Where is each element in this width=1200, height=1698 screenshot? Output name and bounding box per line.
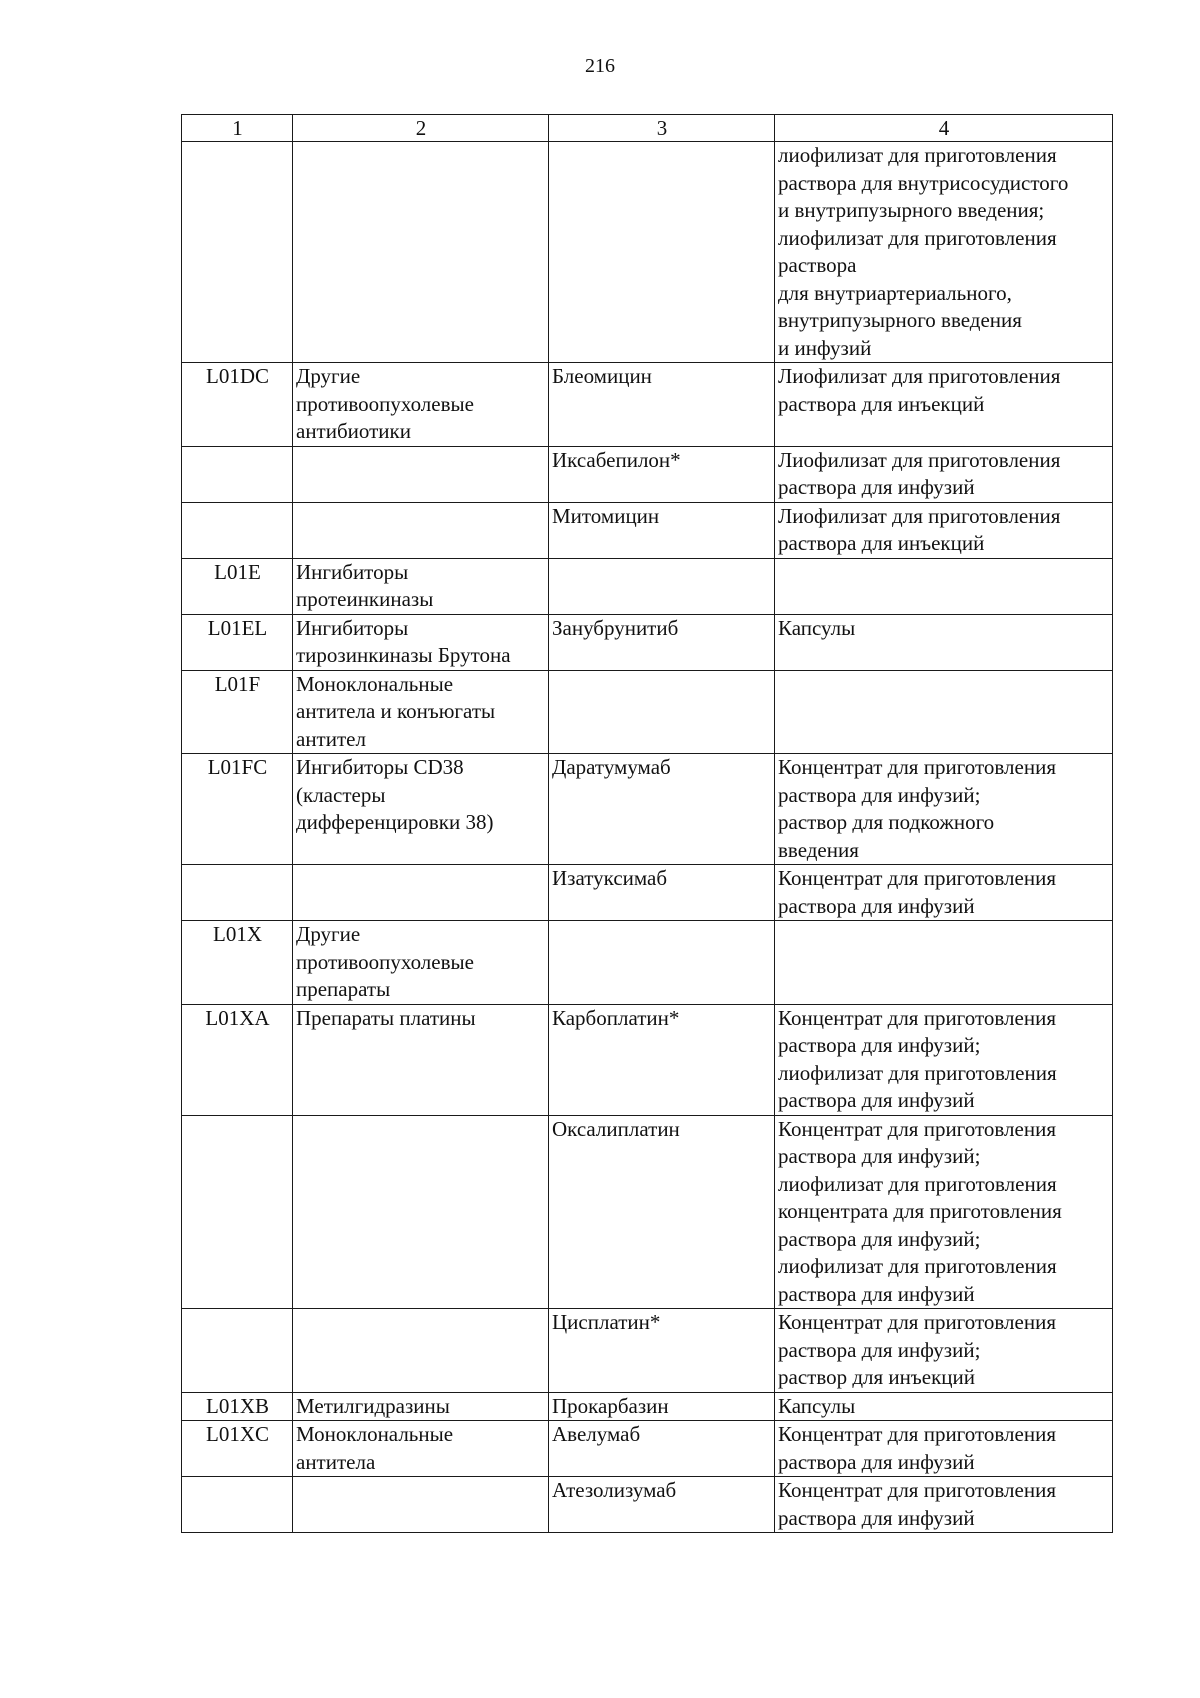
cell-text-line: Препараты платины — [296, 1005, 476, 1030]
cell-text-line: Концентрат для приготовления — [778, 755, 1056, 779]
cell-text-line: внутрипузырного введения — [778, 308, 1022, 332]
dosage-form-cell — [775, 142, 1113, 363]
cell-text-line: Другие — [296, 364, 361, 388]
cell-text-line: Концентрат для приготовления — [778, 1478, 1056, 1502]
cell-text-line: Моноклональные — [296, 1422, 454, 1446]
cell-text-line: Другие — [296, 922, 361, 946]
cell-text-line: введения — [778, 837, 859, 862]
group-name-cell — [293, 670, 549, 754]
cell-text-line: противоопухолевые — [296, 391, 474, 416]
table-row — [182, 446, 1113, 502]
cell-text-line: раствор для инъекций — [778, 1365, 975, 1389]
cell-text-line: антитела и конъюгаты — [296, 699, 496, 723]
cell-text-line: раствор для подкожного — [778, 810, 995, 834]
drug-name-cell — [549, 1477, 775, 1533]
cell-text-line: и инфузий — [778, 335, 872, 360]
cell-text-line: Капсулы — [778, 1393, 856, 1418]
cell-text-line: лиофилизат для приготовления — [778, 225, 1057, 250]
cell-text-line: лиофилизат для приготовления — [778, 1254, 1057, 1278]
dosage-form-cell — [775, 502, 1113, 558]
drug-name-cell — [549, 558, 775, 614]
dosage-form-cell — [775, 1115, 1113, 1309]
dosage-form-cell — [775, 754, 1113, 865]
cell-text-line: дифференцировки 38) — [296, 810, 494, 834]
cell-text-line: Лиофилизат для приготовления — [778, 364, 1061, 388]
group-name-cell — [293, 865, 549, 921]
cell-text-line: раствора для инфузий — [778, 1505, 975, 1530]
cell-text-line: Митомицин — [552, 503, 660, 528]
table-row — [182, 1392, 1113, 1421]
cell-text-line: Концентрат для приготовления — [778, 1422, 1056, 1446]
group-name-cell — [293, 363, 549, 447]
cell-text-line: раствора для инфузий; — [778, 1337, 981, 1362]
table-row — [182, 614, 1113, 670]
atc-code-cell — [182, 1309, 293, 1393]
header-col-1: 1 — [182, 115, 293, 142]
dosage-form-cell — [775, 1421, 1113, 1477]
group-name-cell — [293, 558, 549, 614]
dosage-form-cell — [775, 1477, 1113, 1533]
table-row — [182, 1309, 1113, 1393]
header-col-3: 3 — [549, 115, 775, 142]
group-name-cell — [293, 142, 549, 363]
table-row — [182, 142, 1113, 363]
cell-text-line: раствора для инфузий; — [778, 782, 981, 807]
header-col-4: 4 — [775, 115, 1113, 142]
group-name-cell — [293, 502, 549, 558]
group-name-cell — [293, 1477, 549, 1533]
group-name-cell — [293, 1421, 549, 1477]
cell-text-line: (кластеры — [296, 782, 386, 807]
cell-text-line: Концентрат для приготовления — [778, 1005, 1056, 1030]
cell-text-line: раствора для инфузий — [778, 475, 975, 499]
dosage-form-cell — [775, 865, 1113, 921]
cell-text-line: концентрата для приготовления — [778, 1199, 1062, 1223]
atc-code-cell: L01F — [182, 670, 293, 754]
drug-name-cell — [549, 142, 775, 363]
group-name-cell — [293, 1115, 549, 1309]
table-row — [182, 1477, 1113, 1533]
group-name-cell — [293, 1004, 549, 1115]
group-name-cell — [293, 921, 549, 1005]
table-row — [182, 363, 1113, 447]
dosage-form-cell — [775, 614, 1113, 670]
table-row — [182, 1421, 1113, 1477]
cell-text-line: Изатуксимаб — [552, 866, 668, 890]
atc-code-cell — [182, 502, 293, 558]
cell-text-line: раствора для внутрисосудистого — [778, 170, 1069, 195]
cell-text-line: Блеомицин — [552, 364, 652, 388]
atc-code-cell: L01XA — [182, 1004, 293, 1115]
cell-text-line: раствора для инфузий — [778, 1088, 975, 1112]
drug-name-cell — [549, 670, 775, 754]
header-row — [182, 115, 1113, 142]
table-row — [182, 670, 1113, 754]
drug-name-cell — [549, 1115, 775, 1309]
atc-code-cell — [182, 865, 293, 921]
group-name-cell — [293, 614, 549, 670]
drug-name-cell — [549, 1309, 775, 1393]
cell-text-line: раствора для инфузий — [778, 893, 975, 918]
atc-code-cell — [182, 142, 293, 363]
table-row — [182, 921, 1113, 1005]
page-number: 216 — [585, 55, 615, 77]
dosage-form-cell — [775, 670, 1113, 754]
table-header — [182, 115, 1113, 142]
cell-text-line: Цисплатин* — [552, 1310, 661, 1334]
cell-text-line: Атезолизумаб — [552, 1478, 677, 1502]
atc-code-cell — [182, 446, 293, 502]
cell-text-line: лиофилизат для приготовления — [778, 1060, 1057, 1085]
cell-text-line: Даратумумаб — [552, 755, 671, 779]
group-name-cell — [293, 754, 549, 865]
cell-text-line: Моноклональные — [296, 671, 454, 696]
dosage-form-cell — [775, 558, 1113, 614]
dosage-form-cell — [775, 1392, 1113, 1421]
drug-name-cell — [549, 1004, 775, 1115]
cell-text-line: и внутрипузырного введения; — [778, 198, 1045, 222]
drug-name-cell — [549, 754, 775, 865]
cell-text-line: Авелумаб — [552, 1422, 641, 1446]
cell-text-line: раствора для инфузий; — [778, 1144, 981, 1168]
cell-text-line: раствора для инфузий — [778, 1281, 975, 1306]
drug-name-cell — [549, 446, 775, 502]
cell-text-line: протеинкиназы — [296, 587, 434, 611]
cell-text-line: Занубрунитиб — [552, 615, 679, 640]
cell-text-line: раствора для инъекций — [778, 531, 985, 555]
table-row — [182, 1115, 1113, 1309]
table-row — [182, 865, 1113, 921]
cell-text-line: Ингибиторы — [296, 559, 409, 584]
atc-code-cell — [182, 1115, 293, 1309]
drug-name-cell — [549, 363, 775, 447]
atc-code-cell: L01E — [182, 558, 293, 614]
cell-text-line: раствора — [778, 253, 857, 277]
dosage-form-cell — [775, 1309, 1113, 1393]
cell-text-line: препараты — [296, 977, 391, 1001]
table-row — [182, 502, 1113, 558]
cell-text-line: Карбоплатин* — [552, 1005, 680, 1030]
header-col-2: 2 — [293, 115, 549, 142]
atc-code-cell: L01DC — [182, 363, 293, 447]
cell-text-line: Иксабепилон* — [552, 447, 681, 472]
cell-text-line: раствора для инфузий; — [778, 1033, 981, 1057]
cell-text-line: Концентрат для приготовления — [778, 1310, 1056, 1334]
cell-text-line: тирозинкиназы Брутона — [296, 643, 511, 667]
drug-name-cell — [549, 614, 775, 670]
table-body — [182, 142, 1113, 1533]
cell-text-line: Ингибиторы — [296, 615, 409, 640]
cell-text-line: Метилгидразины — [296, 1393, 450, 1418]
drug-name-cell — [549, 1421, 775, 1477]
cell-text-line: Концентрат для приготовления — [778, 866, 1056, 890]
cell-text-line: раствора для инфузий; — [778, 1226, 981, 1251]
group-name-cell — [293, 446, 549, 502]
cell-text-line: антитела — [296, 1449, 376, 1474]
cell-text-line: антител — [296, 726, 366, 751]
cell-text-line: раствора для инфузий — [778, 1449, 975, 1474]
drug-name-cell — [549, 921, 775, 1005]
drug-name-cell — [549, 865, 775, 921]
table-row — [182, 754, 1113, 865]
dosage-form-cell — [775, 1004, 1113, 1115]
cell-text-line: Лиофилизат для приготовления — [778, 503, 1061, 528]
cell-text-line: антибиотики — [296, 419, 411, 443]
cell-text-line: Капсулы — [778, 615, 856, 640]
table-row — [182, 558, 1113, 614]
cell-text-line: лиофилизат для приготовления — [778, 1171, 1057, 1196]
cell-text-line: Лиофилизат для приготовления — [778, 447, 1061, 472]
cell-text-line: противоопухолевые — [296, 949, 474, 974]
atc-code-cell: L01XB — [182, 1392, 293, 1421]
atc-code-cell: L01XC — [182, 1421, 293, 1477]
cell-text-line: Оксалиплатин — [552, 1116, 680, 1141]
atc-code-cell: L01FC — [182, 754, 293, 865]
cell-text-line: для внутриартериального, — [778, 280, 1012, 305]
atc-code-cell — [182, 1477, 293, 1533]
cell-text-line: Ингибиторы CD38 — [296, 755, 464, 779]
drug-name-cell — [549, 1392, 775, 1421]
dosage-form-cell — [775, 363, 1113, 447]
group-name-cell — [293, 1392, 549, 1421]
atc-code-cell: L01X — [182, 921, 293, 1005]
drug-table — [181, 114, 1113, 1533]
cell-text-line: Прокарбазин — [552, 1393, 669, 1418]
drug-name-cell — [549, 502, 775, 558]
dosage-form-cell — [775, 921, 1113, 1005]
dosage-form-cell — [775, 446, 1113, 502]
cell-text-line: Концентрат для приготовления — [778, 1116, 1056, 1141]
group-name-cell — [293, 1309, 549, 1393]
cell-text-line: лиофилизат для приготовления — [778, 143, 1057, 167]
cell-text-line: раствора для инъекций — [778, 391, 985, 416]
table-row — [182, 1004, 1113, 1115]
atc-code-cell: L01EL — [182, 614, 293, 670]
